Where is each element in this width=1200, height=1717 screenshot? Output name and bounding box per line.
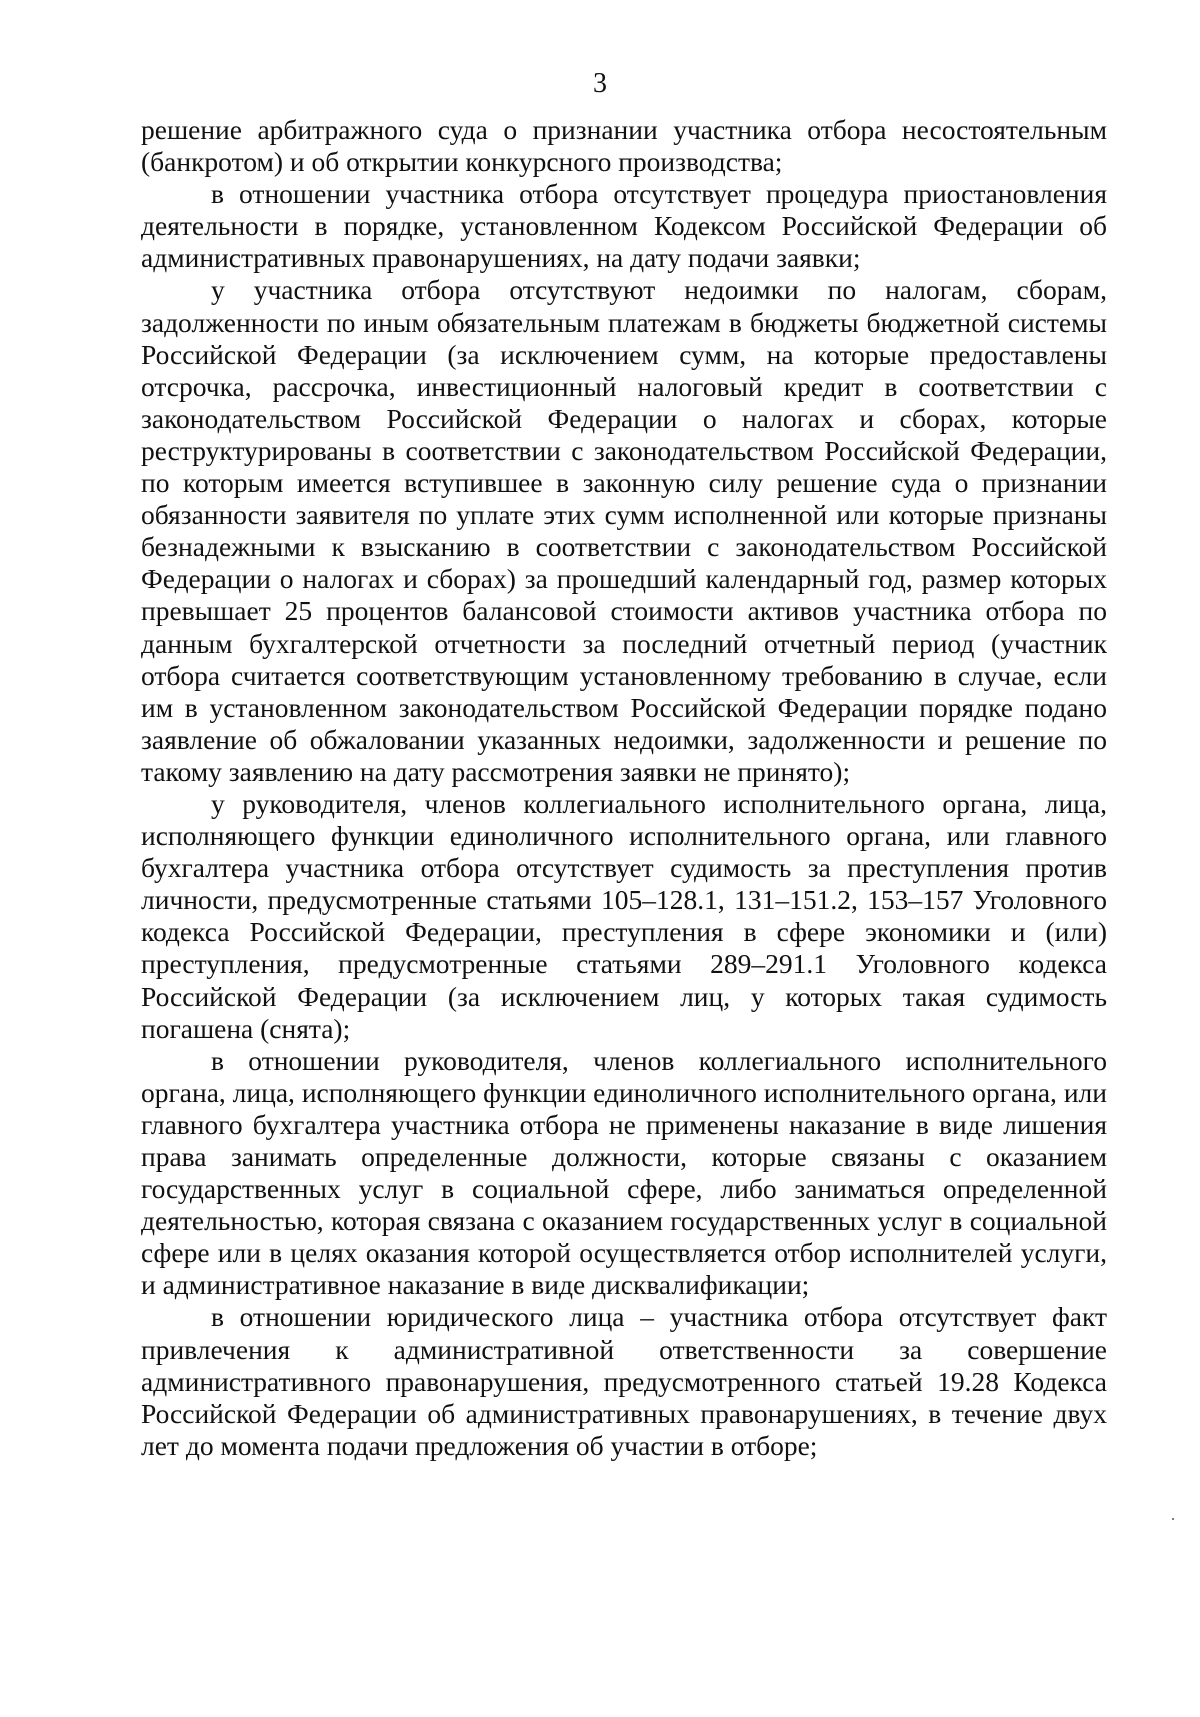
document-body bbox=[141, 114, 1107, 1462]
scan-speck bbox=[1172, 1518, 1174, 1520]
paragraph-tax-arrears: у участника отбора отсутствуют недоимки по налогам, сборам, задолженности по иным обязательным платежам в бюджеты бюджетной системы Российской Федерации (за исключением сумм, на которые предоставлены отсрочка, рассрочка, инвестиционный налоговый кредит в соответствии с законодательством Российской Федерации о налогах и сборах, которые реструктурированы в соответствии с законодательством Российской Федерации, по которым имеется вступившее в законную силу решение суда о признании обязанности заявителя по уплате этих сумм исполненной или которые признаны безнадежными к взысканию в соответствии с законодательством Российской Федерации о налогах и сборах) за прошедший календарный год, размер которых превышает 25 процентов балансовой стоимости активов участника отбора по данным бухгалтерской отчетности за последний отчетный период (участник отбора считается соответствующим установленному требованию в случае, если им в установленном законодательством Российской Федерации порядке подано заявление об обжаловании указанных недоимки, задолженности и решение по такому заявлению на дату рассмотрения заявки не принято); bbox=[141, 274, 1107, 787]
paragraph-administrative-liability: в отношении юридического лица – участника отбора отсутствует факт привлечения к административной ответственности за совершение административного правонарушения, предусмотренного статьей 19.28 Кодекса Российской Федерации об административных правонарушениях, в течение двух лет до момента подачи предложения об участии в отборе; bbox=[141, 1301, 1107, 1461]
paragraph-bankruptcy: решение арбитражного суда о признании участника отбора несостоятельным (банкротом) и об открытии конкурсного производства; bbox=[141, 114, 1107, 178]
paragraph-suspension: в отношении участника отбора отсутствует процедура приостановления деятельности в порядке, установленном Кодексом Российской Федерации об административных правонарушениях, на дату подачи заявки; bbox=[141, 178, 1107, 274]
paragraph-disqualification: в отношении руководителя, членов коллегиального исполнительного органа, лица, исполняющего функции единоличного исполнительного органа, или главного бухгалтера участника отбора не применены наказание в виде лишения права занимать определенные должности, которые связаны с оказанием государственных услуг в социальной сфере, либо заниматься определенной деятельностью, которая связана с оказанием государственных услуг в социальной сфере или в целях оказания которой осуществляется отбор исполнителей услуги, и административное наказание в виде дисквалификации; bbox=[141, 1044, 1107, 1301]
page-number: 3 bbox=[593, 68, 607, 99]
paragraph-criminal-record: у руководителя, членов коллегиального исполнительного органа, лица, исполняющего функции единоличного исполнительного органа, или главного бухгалтера участника отбора отсутствует судимость за преступления против личности, предусмотренные статьями 105–128.1, 131–151.2, 153–157 Уголовного кодекса Российской Федерации, преступления в сфере экономики и (или) преступления, предусмотренные статьями 289–291.1 Уголовного кодекса Российской Федерации (за исключением лиц, у которых такая судимость погашена (снята); bbox=[141, 787, 1107, 1044]
